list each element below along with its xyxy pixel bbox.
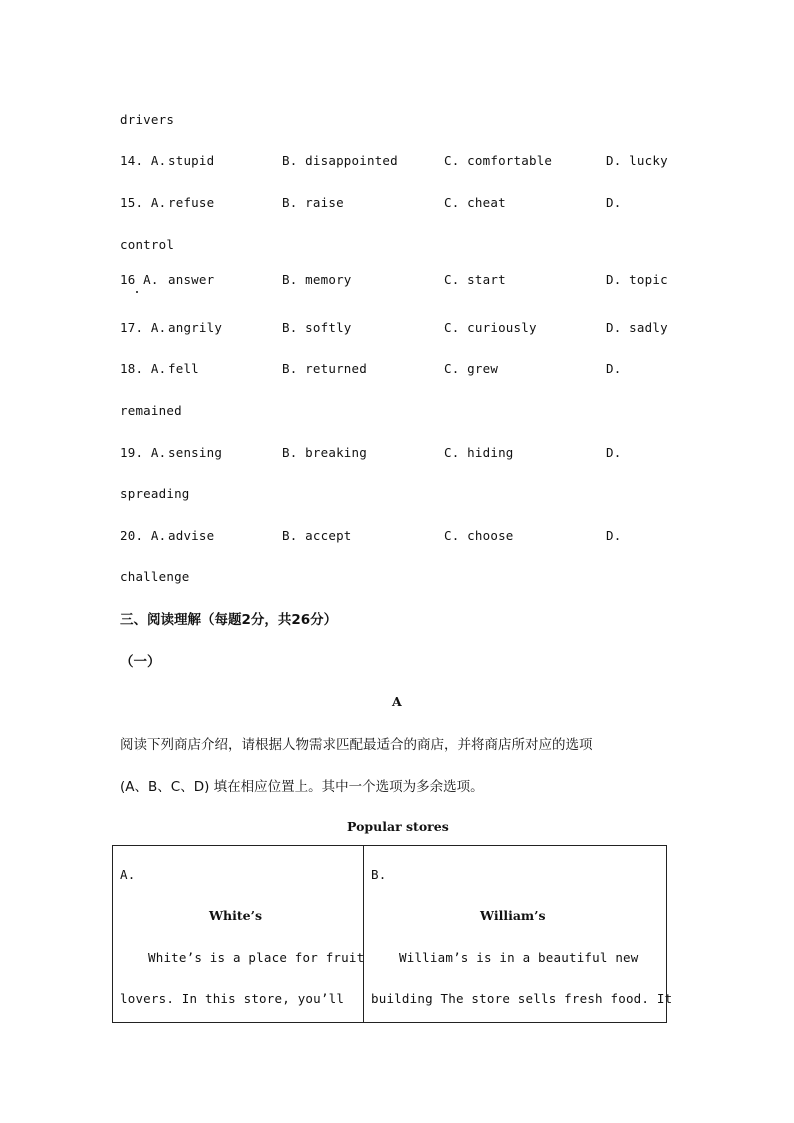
option-a: advise bbox=[168, 528, 215, 543]
store-description: lovers. In this store, you’ll bbox=[120, 991, 345, 1006]
option-a: fell bbox=[168, 361, 199, 376]
option-d: D. sadly bbox=[606, 320, 668, 335]
option-a: sensing bbox=[168, 445, 223, 460]
option-d: D. bbox=[606, 445, 622, 460]
option-b: B. breaking bbox=[282, 445, 367, 460]
store-description: building The store sells fresh food. It bbox=[371, 991, 673, 1006]
option-d: D. lucky bbox=[606, 153, 668, 168]
option-d: D. bbox=[606, 528, 622, 543]
question-number: 19. A. bbox=[120, 445, 167, 460]
question-number: 20. A. bbox=[120, 528, 167, 543]
option-d-wrapped: control bbox=[120, 237, 175, 252]
question-number: 17. A. bbox=[120, 320, 167, 335]
store-letter: B. bbox=[371, 867, 387, 882]
instruction-line: (A、B、C、D) 填在相应位置上。其中一个选项为多余选项。 bbox=[120, 779, 484, 795]
store-letter: A. bbox=[120, 867, 136, 882]
option-c: C. curiously bbox=[444, 320, 537, 335]
option-d-wrapped: challenge bbox=[120, 569, 190, 584]
option-b: B. memory bbox=[282, 272, 352, 287]
instruction-line: 阅读下列商店介绍，请根据人物需求匹配最适合的商店，并将商店所对应的选项 bbox=[120, 737, 593, 753]
stray-dot bbox=[136, 291, 138, 293]
option-a: angrily bbox=[168, 320, 223, 335]
store-description: William’s is in a beautiful new bbox=[399, 950, 639, 965]
option-c: C. choose bbox=[444, 528, 514, 543]
store-name: White’s bbox=[209, 908, 262, 923]
option-c: C. cheat bbox=[444, 195, 506, 210]
option-d: D. bbox=[606, 195, 622, 210]
option-c: C. start bbox=[444, 272, 506, 287]
section-heading: 三、阅读理解（每题2分，共26分） bbox=[120, 612, 338, 628]
carryover-word: drivers bbox=[120, 112, 175, 127]
option-b: B. disappointed bbox=[282, 153, 398, 168]
question-number: 18. A. bbox=[120, 361, 167, 376]
option-c: C. hiding bbox=[444, 445, 514, 460]
option-d: D. bbox=[606, 361, 622, 376]
question-number: 15. A. bbox=[120, 195, 167, 210]
option-a: stupid bbox=[168, 153, 215, 168]
option-b: B. softly bbox=[282, 320, 352, 335]
store-description: White’s is a place for fruit bbox=[148, 950, 365, 965]
option-c: C. comfortable bbox=[444, 153, 553, 168]
store-name: William’s bbox=[480, 908, 546, 923]
option-a: refuse bbox=[168, 195, 215, 210]
option-d-wrapped: spreading bbox=[120, 486, 190, 501]
table-title: Popular stores bbox=[347, 819, 449, 834]
question-number: 14. A. bbox=[120, 153, 167, 168]
option-b: B. raise bbox=[282, 195, 344, 210]
table-divider bbox=[363, 846, 364, 1022]
question-number: 16 A. bbox=[120, 272, 159, 287]
option-c: C. grew bbox=[444, 361, 499, 376]
option-b: B. accept bbox=[282, 528, 352, 543]
option-b: B. returned bbox=[282, 361, 367, 376]
option-d-wrapped: remained bbox=[120, 403, 182, 418]
passage-label: A bbox=[392, 694, 402, 709]
part-label: （一） bbox=[120, 654, 161, 670]
option-d: D. topic bbox=[606, 272, 668, 287]
option-a: answer bbox=[168, 272, 215, 287]
